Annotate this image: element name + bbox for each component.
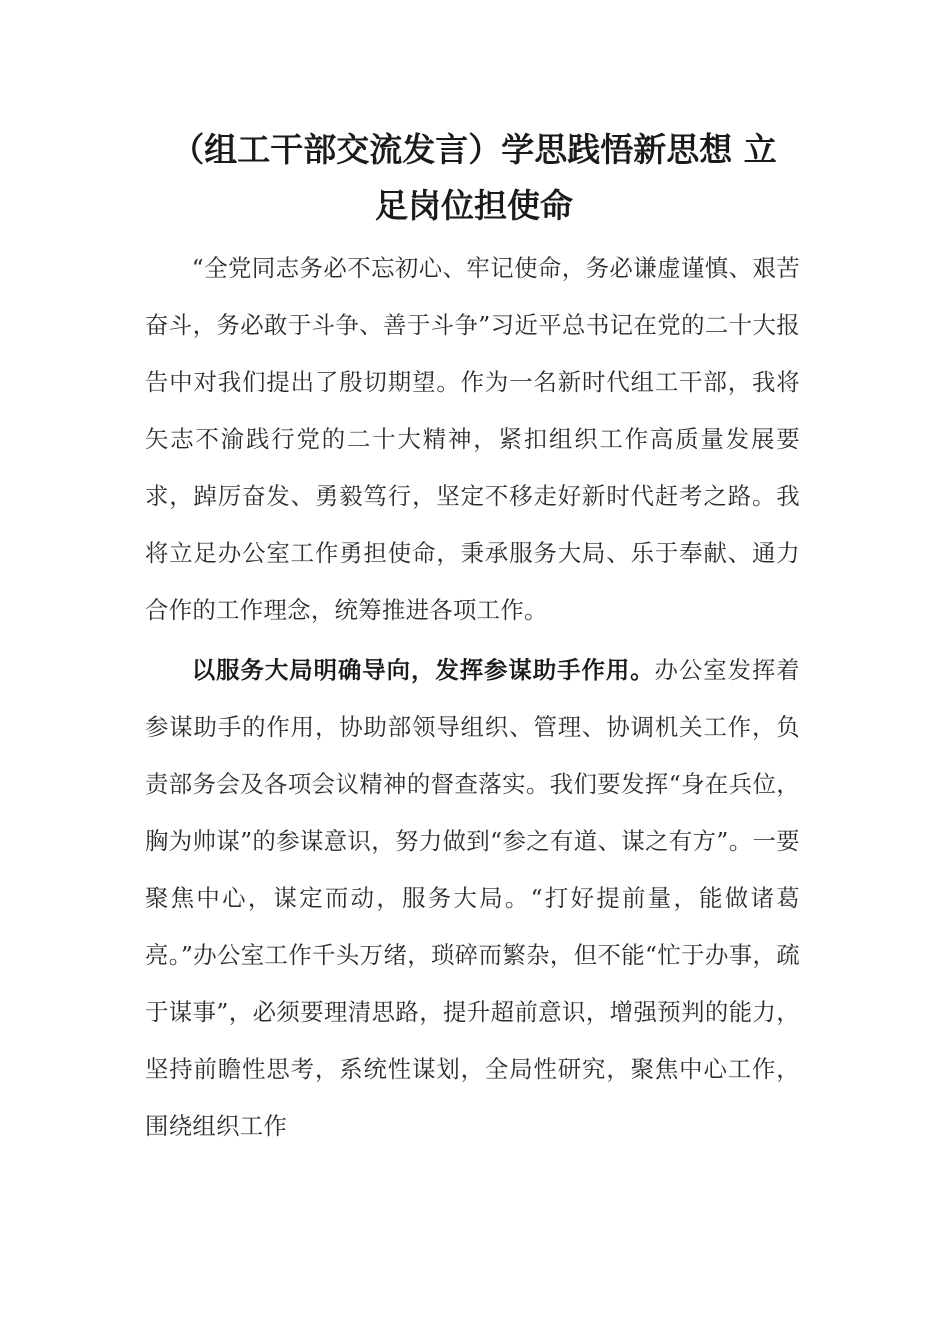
paragraph-service-overall — [145, 642, 800, 1155]
title-line-2: 足岗位担使命 — [375, 186, 573, 225]
paragraph-lead-heading: 以服务大局明确导向，发挥参谋助手作用。 — [191, 656, 655, 684]
document-body — [145, 240, 800, 1155]
title-line-1: （组工干部交流发言）学思践悟新思想 立 — [171, 130, 777, 169]
document-title — [140, 122, 808, 234]
paragraph-intro: “全党同志务必不忘初心、牢记使命，务必谦虚谨慎、艰苦奋斗，务必敢于斗争、善于斗争”习近平总书记在党的二十大报告中对我们提出了殷切期望。作为一名新时代组工干部，我将矢志不渝践行党的二十大精神，紧扣组织工作高质量发展要求，踔厉奋发、勇毅笃行，坚定不移走好新时代赶考之路。我将立足办公室工作勇担使命，秉承服务大局、乐于奉献、通力合作的工作理念，统筹推进各项工作。 — [145, 254, 800, 624]
paragraph-body-text: 办公室发挥着参谋助手的作用，协助部领导组织、管理、协调机关工作，负责部务会及各项会议精神的督查落实。我们要发挥“身在兵位，胸为帅谋”的参谋意识，努力做到“参之有道、谋之有方”。一要聚焦中心，谋定而动，服务大局。“打好提前量，能做诸葛亮。”办公室工作千头万绪，琐碎而繁杂，但不能“忙于办事，疏于谋事”，必须要理清思路，提升超前意识，增强预判的能力，坚持前瞻性思考，系统性谋划，全局性研究，聚焦中心工作，围绕组织工作 — [145, 656, 800, 1140]
